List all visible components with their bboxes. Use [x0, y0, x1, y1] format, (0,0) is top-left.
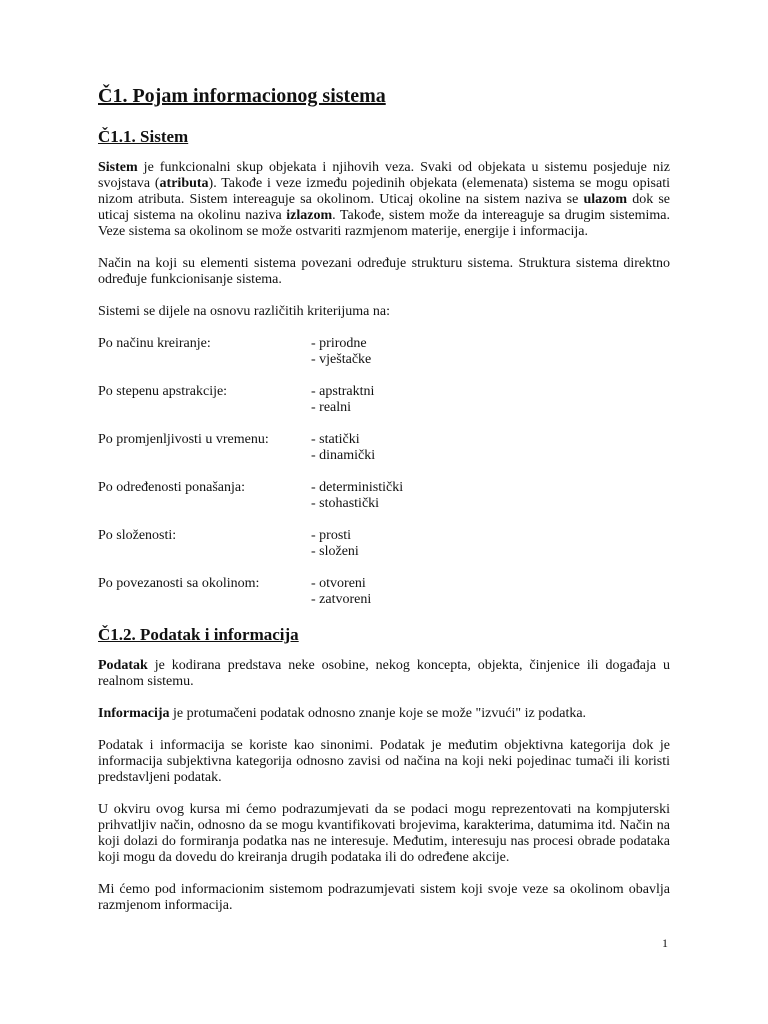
bold-term: Informacija [98, 706, 170, 721]
criteria-option: - otvoreni [311, 576, 366, 591]
paragraph-sistem-definition [98, 160, 670, 240]
section-heading-sistem: Č1.1. Sistem [98, 127, 189, 146]
text-run: je kodirana predstava neke osobine, nekog koncepta, objekta, činjenice ili događaja u realnom sistemu. [98, 658, 670, 689]
criteria-option: - zatvoreni [311, 592, 372, 607]
text-run: . Takođe, sistem može da intereaguje sa drugim sistemima. Veze sistema sa okolinom se može ostvariti razmjenom materije, energije i informacija. [98, 208, 670, 239]
document-page [98, 84, 670, 930]
criteria-label: Po složenosti: [98, 528, 177, 543]
criteria-label: Po stepenu apstrakcije: [98, 384, 228, 399]
paragraph-criteria-intro: Sistemi se dijele na osnovu različitih kriterijuma na: [98, 304, 390, 319]
criteria-options [311, 528, 670, 560]
bold-term: Sistem [98, 160, 138, 175]
criteria-option: - dinamički [311, 448, 376, 463]
criteria-option: - realni [311, 400, 352, 415]
criteria-option: - složeni [311, 544, 359, 559]
criteria-option: - prosti [311, 528, 352, 543]
criteria-label: Po određenosti ponašanja: [98, 480, 245, 495]
criteria-option: - statički [311, 432, 360, 447]
criteria-list [98, 336, 670, 608]
criteria-options [311, 336, 670, 368]
paragraph-informacija-definition [98, 706, 670, 722]
bold-term: ulazom [583, 192, 628, 207]
text-run: je funkcionalni skup objekata i njihovih veza. Svaki od objekata u sistemu posjeduje niz svojstava ( [98, 160, 670, 191]
criteria-options [311, 432, 670, 464]
text-run: dok se uticaj sistema na okolinu naziva [98, 192, 670, 223]
paragraph-structure: Način na koji su elementi sistema povezani određuje strukturu sistema. Struktura sistema direktno određuje funkcionisanje sistema. [98, 256, 670, 287]
criteria-options [311, 576, 670, 608]
criteria-options [311, 480, 670, 512]
criteria-label: Po načinu kreiranje: [98, 336, 211, 351]
paragraph-synonyms: Podatak i informacija se koriste kao sinonimi. Podatak je međutim objektivna kategorija dok je informacija subjektivna kategorija odnosno zavisi od načina na koji neki pojedinac tumači ili koristi predstavljeni podatak. [98, 738, 670, 785]
section-heading-podatak: Č1.2. Podatak i informacija [98, 625, 299, 644]
criteria-option: - stohastički [311, 496, 380, 511]
criteria-option: - vještačke [311, 352, 372, 367]
paragraph-course-scope: U okviru ovog kursa mi ćemo podrazumjevati da se podaci mogu reprezentovati na kompjuterski prihvatljiv način, odnosno da se mogu kvantifikovati brojevima, karakterima, datumima itd. Način na koji dolazi do formiranja podatka nas ne interesuje. Međutim, interesuju nas procesi obrade podataka koji mogu da dovedu do kreiranja drugih podataka ili do određene akcije. [98, 802, 670, 865]
criteria-options [311, 384, 670, 416]
bold-term: izlazom [286, 208, 333, 223]
criteria-row [98, 576, 670, 608]
bold-term: atributa [159, 176, 209, 191]
criteria-label: Po povezanosti sa okolinom: [98, 576, 260, 591]
criteria-row [98, 432, 670, 464]
document-title: Č1. Pojam informacionog sistema [98, 85, 386, 107]
paragraph-podatak-definition [98, 658, 670, 690]
text-run: je protumačeni podatak odnosno znanje koje se može "izvući" iz podatka. [169, 706, 587, 721]
criteria-option: - apstraktni [311, 384, 375, 399]
bold-term: Podatak [98, 658, 148, 673]
criteria-option: - prirodne [311, 336, 367, 351]
criteria-row [98, 384, 670, 416]
criteria-row [98, 528, 670, 560]
paragraph-information-system: Mi ćemo pod informacionim sistemom podrazumjevati sistem koji svoje veze sa okolinom obavlja razmjenom informacija. [98, 882, 670, 913]
criteria-row [98, 480, 670, 512]
text-run: ). Takođe i veze između pojedinih objekata (elemenata) sistema se mogu opisati nizom atributa. Sistem intereaguje sa okolinom. Uticaj okoline na sistem naziva se [98, 176, 670, 207]
criteria-option: - deterministički [311, 480, 404, 495]
criteria-label: Po promjenljivosti u vremenu: [98, 432, 269, 447]
page-number: 1 [662, 936, 668, 950]
criteria-row [98, 336, 670, 368]
